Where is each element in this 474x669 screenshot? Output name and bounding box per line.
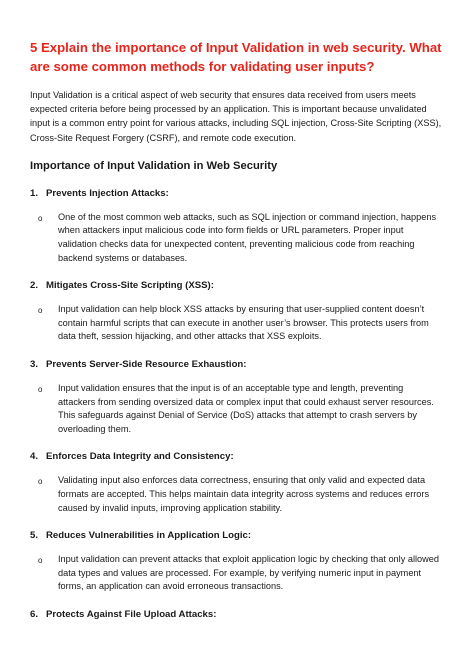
- item-number: 5.: [30, 530, 39, 542]
- list-item: [30, 187, 444, 265]
- item-heading-text: Reduces Vulnerabilities in Application Logic:: [46, 530, 252, 542]
- intro-paragraph: Input Validation is a critical aspect of web security that ensures data received from users meets expected criteria before being processed by an application. This is important because unvalidated input is a common entry point for various attacks, including SQL injection, Cross-Site Scripting (XSS), Cross-Site Request Forgery (CSRF), and remote code execution.: [30, 90, 442, 143]
- item-heading: [30, 187, 444, 200]
- bullet-icon: o: [38, 477, 43, 487]
- item-heading-text: Mitigates Cross-Site Scripting (XSS):: [46, 280, 214, 292]
- item-heading: [30, 279, 444, 292]
- bullet-text: One of the most common web attacks, such as SQL injection or command injection, happens when attackers input malicious code into form fields or URL parameters. Proper input validation checks data for unexpected content, preventing malicious code from reaching backend systems or databases.: [58, 211, 437, 263]
- list-item: [30, 450, 444, 515]
- item-number: 1.: [30, 187, 39, 199]
- bullet-text: Validating input also enforces data correctness, ensuring that only valid and expected data formats are accepted. This helps maintain data integrity across systems and reduces errors caused by invalid inputs, improving application stability.: [58, 475, 430, 513]
- bullet-text: Input validation ensures that the input is of an acceptable type and length, preventing attackers from sending oversized data or complex input that could exhaust server resources. This safeguards against Denial of Service (DoS) attacks that attempt to crash servers by overloading them.: [58, 382, 434, 434]
- item-heading-text: Enforces Data Integrity and Consistency:: [46, 451, 234, 463]
- bullet-row: [30, 303, 444, 344]
- bullet-icon: o: [38, 213, 43, 223]
- item-heading-text: Prevents Injection Attacks:: [46, 187, 169, 199]
- bullet-row: [30, 553, 444, 594]
- item-number: 6.: [30, 608, 39, 620]
- numbered-list: [30, 187, 444, 621]
- item-heading: [30, 358, 444, 371]
- bullet-icon: o: [38, 384, 43, 394]
- list-item: [30, 529, 444, 594]
- bullet-icon: o: [38, 306, 43, 316]
- item-heading: [30, 529, 444, 542]
- item-number: 2.: [30, 280, 39, 292]
- question-title: 5 Explain the importance of Input Validation in web security. What are some common methods for validating user inputs?: [30, 40, 442, 74]
- item-number: 3.: [30, 358, 39, 370]
- bullet-row: [30, 474, 444, 515]
- section-heading: Importance of Input Validation in Web Security: [30, 159, 278, 172]
- item-heading: [30, 450, 444, 463]
- item-number: 4.: [30, 451, 39, 463]
- list-item: [30, 608, 444, 621]
- bullet-text: Input validation can prevent attacks that exploit application logic by checking that only allowed data types and values are processed. For example, by verifying numeric input in payment forms, an application can avoid erroneous transactions.: [58, 554, 440, 592]
- bullet-row: [30, 382, 444, 436]
- list-item: [30, 358, 444, 436]
- item-heading: [30, 608, 444, 621]
- item-heading-text: Prevents Server-Side Resource Exhaustion:: [46, 358, 247, 370]
- item-heading-text: Protects Against File Upload Attacks:: [46, 608, 217, 620]
- list-item: [30, 279, 444, 344]
- bullet-row: [30, 211, 444, 265]
- bullet-icon: o: [38, 556, 43, 566]
- bullet-text: Input validation can help block XSS attacks by ensuring that user-supplied content doesn’t contain harmful scripts that can execute in another user’s browser. This protects users from data theft, session hijacking, and other attacks that XSS exploits.: [58, 304, 429, 342]
